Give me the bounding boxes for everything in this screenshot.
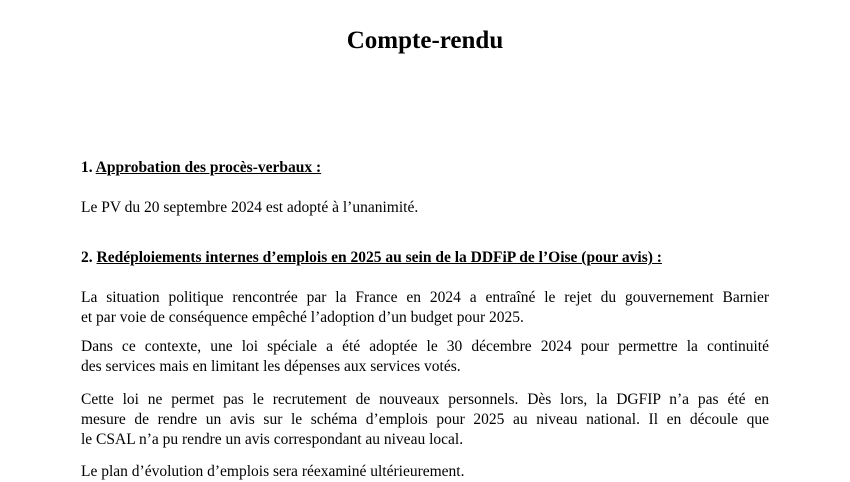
section-heading-1 [81, 158, 321, 177]
paragraph-line: Dans ce contexte, une loi spéciale a été adoptée le 30 décembre 2024 pour permettre la continuité [81, 338, 769, 355]
paragraph-line: Le PV du 20 septembre 2024 est adopté à l’unanimité. [81, 199, 419, 216]
paragraph-line: et par voie de conséquence empêché l’adoption d’un budget pour 2025. [81, 309, 524, 326]
paragraph [81, 198, 769, 218]
paragraph [81, 390, 769, 450]
paragraph-line: La situation politique rencontrée par la France en 2024 a entraîné le rejet du gouvernement Barnier [81, 289, 769, 306]
paragraph-line: mesure de rendre un avis sur le schéma d’emplois pour 2025 au niveau national. Il en découle que [81, 411, 769, 428]
paragraph-line: des services mais en limitant les dépenses aux services votés. [81, 358, 461, 375]
section-title: Redéploiements internes d’emplois en 2025 au sein de la DDFiP de l’Oise (pour avis) : [96, 249, 662, 266]
paragraph [81, 337, 769, 377]
section-number: 1. [81, 159, 93, 176]
paragraph-line: Cette loi ne permet pas le recrutement de nouveaux personnels. Dès lors, la DGFIP n’a pas été en [81, 391, 769, 408]
section-heading-2 [81, 248, 662, 267]
section-title: Approbation des procès-verbaux : [95, 159, 322, 176]
paragraph-line: Le plan d’évolution d’emplois sera réexaminé ultérieurement. [81, 463, 465, 480]
document-title: Compte-rendu [346, 27, 504, 54]
paragraph-line: le CSAL n’a pu rendre un avis correspondant au niveau local. [81, 431, 464, 448]
section-number: 2. [81, 249, 93, 266]
paragraph [81, 288, 769, 328]
paragraph [81, 462, 769, 482]
